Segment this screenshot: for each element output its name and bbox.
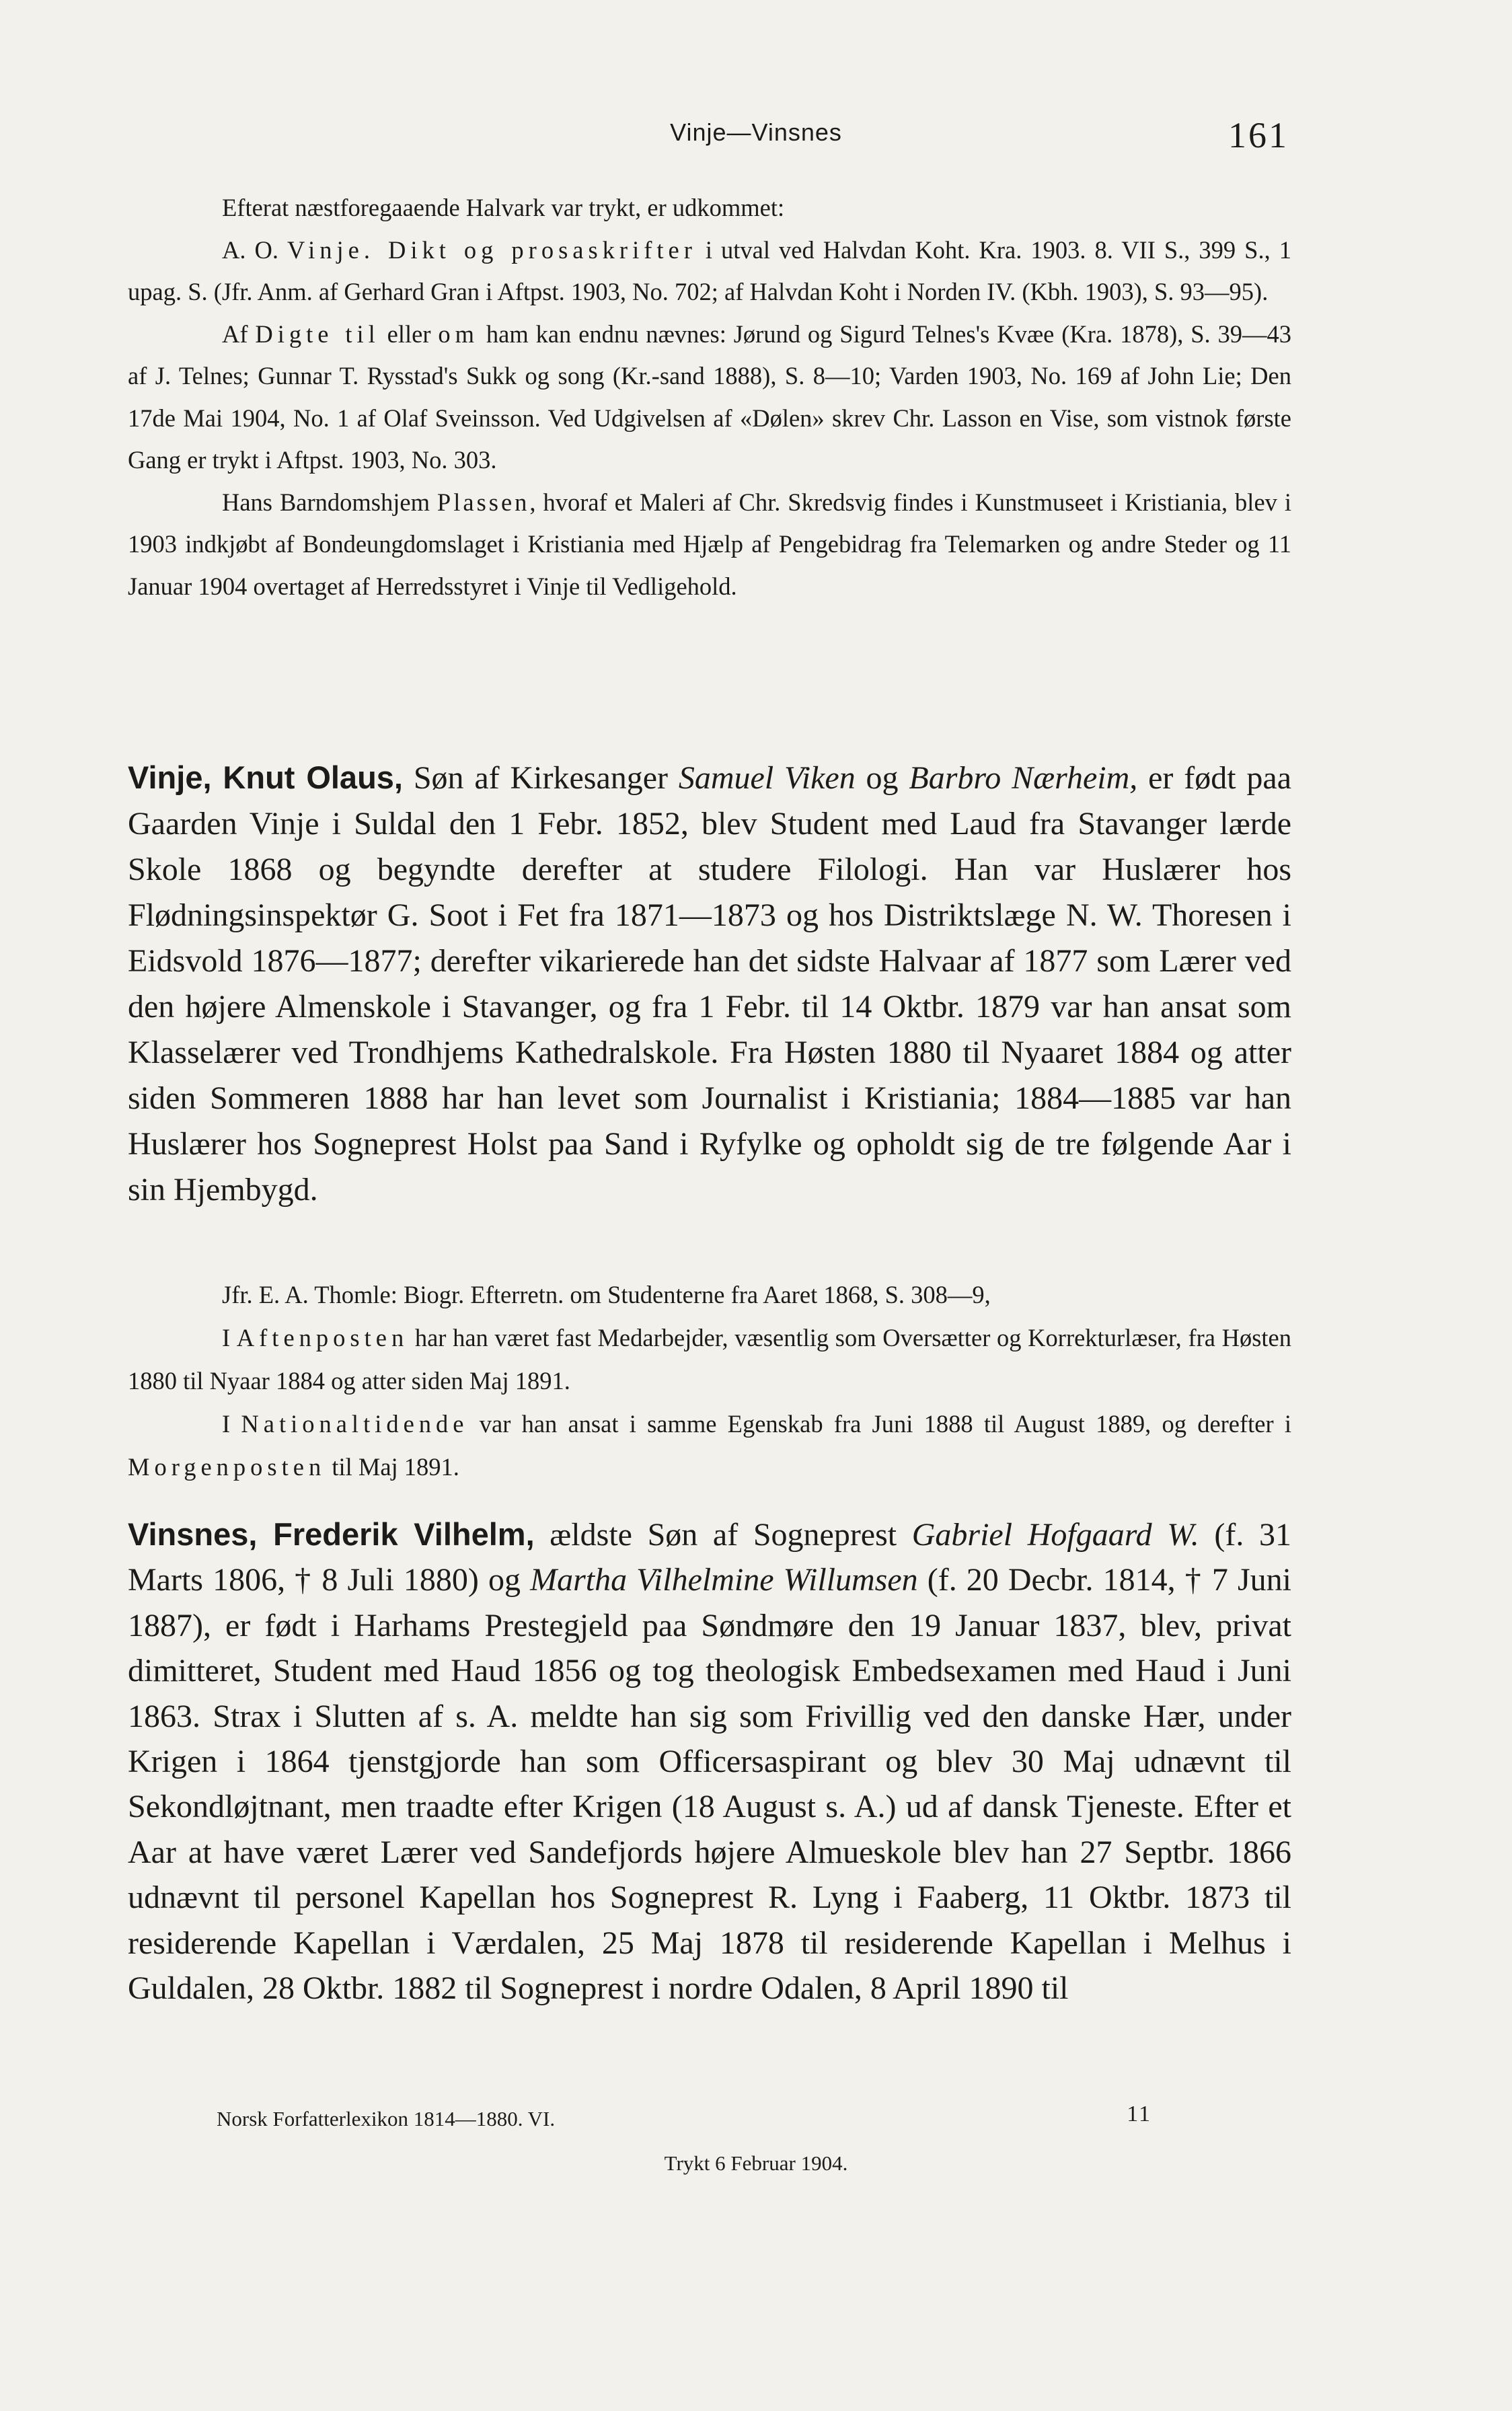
paragraph-edition: A. O. Vinje. Dikt og prosaskrifter i utval ved Halvdan Koht. Kra. 1903. 8. VII S., 399 S., 1 upag. S. (Jfr. Anm. af Gerhard Gran i Aftpst. 1903, No. 702; af Halvdan Koht i Norden IV. (Kbh. 1903), S. 93—95). (128, 235, 1291, 305)
running-title: Vinje—Vinsnes (670, 118, 842, 146)
footer (217, 2102, 1151, 2141)
mother-name: Martha Vilhelmine Willumsen (530, 1562, 918, 1598)
entry-vinsnes-text: Vinsnes, Frederik Vilhelm, ældste Søn af Sogneprest Gabriel Hofgaard W. (f. 31 Marts 1806, † 8 Juli 1880) og Martha Vilhelmine Willumsen (f. 20 Decbr. 1814, † 7 Juni 1887), er født i Harhams Prestegjeld paa Søndmøre den 19 Januar 1837, blev, privat dimitteret, Student med Haud 1856 og tog theologisk Embedsexamen med Haud i Juni 1863. Strax i Slutten af s. A. meldte han sig som Frivillig ved den danske Hær, under Krigen i 1864 tjenstgjorde han som Officersaspirant og blev 30 Maj udnævnt til Sekondløjtnant, men traadte efter Krigen (18 August s. A.) ud af dansk Tjeneste. Efter et Aar at have været Lærer ved Sandefjords højere Almueskole blev han 27 Septbr. 1866 udnævnt til personel Kapellan hos Sogneprest R. Lyng i Faaberg, 11 Oktbr. 1873 til residerende Kapellan i Værdalen, 25 Maj 1878 til residerende Kapellan i Melhus i Guldalen, 28 Oktbr. 1882 til Sogneprest i nordre Odalen, 8 April 1890 til (128, 1516, 1292, 2007)
headword-vinje: Vinje, Knut Olaus, (128, 759, 403, 795)
running-head (0, 114, 1512, 168)
paragraph-poems: Af Digte til eller om ham kan endnu nævnes: Jørund og Sigurd Telnes's Kvæe (Kra. 1878), S. 39—43 af J. Telnes; Gunnar T. Rysstad's Sukk og song (Kr.-sand 1888), S. 8—10; Varden 1903, No. 169 af John Lie; Den 17de Mai 1904, No. 1 af Olaf Sveinsson. Ved Udgivelsen af «Dølen» skrev Chr. Lasson en Vise, som vistnok første Gang er trykt i Aftpst. 1903, No. 303. (128, 320, 1292, 474)
paragraph-childhood-home: Hans Barndomshjem Plassen, hvoraf et Maleri af Chr. Skredsvig findes i Kunstmuseet i Kristiania, blev i 1903 indkjøbt af Bondeungdomslaget i Kristiania med Hjælp af Pengebidrag fra Telemarken og andre Steder og 11 Januar 1904 overtaget af Herredsstyret i Vinje til Vedligehold. (128, 488, 1291, 600)
note-nationaltidende: I Nationaltidende var han ansat i samme Egenskab fra Juni 1888 til August 1889, og derefter i Morgenposten til Maj 1891. (128, 1410, 1292, 1481)
printed-date: Trykt 6 Februar 1904. (664, 2151, 848, 2175)
page-number: 161 (1228, 115, 1289, 155)
entry-vinsnes (128, 1512, 1291, 2011)
note-aftenposten: I Aftenposten har han været fast Medarbejder, væsentlig som Oversætter og Korrekturlæser, fra Høsten 1880 til Nyaar 1884 og atter siden Maj 1891. (128, 1324, 1291, 1395)
paragraph-intro: Efterat næstforegaaende Halvark var trykt, er udkommet: (222, 194, 785, 221)
note-reference: Jfr. E. A. Thomle: Biogr. Efterretn. om Studenterne fra Aaret 1868, S. 308—9, (222, 1281, 991, 1308)
entry-vinje-text: Vinje, Knut Olaus, Søn af Kirkesanger Samuel Viken og Barbro Nærheim, er født paa Gaarden Vinje i Suldal den 1 Febr. 1852, blev Student med Laud fra Stavanger lærde Skole 1868 og begyndte derefter at studere Filologi. Han var Huslærer hos Flødningsinspektør G. Soot i Fet fra 1871—1873 og hos Distriktslæge N. W. Thoresen i Eidsvold 1876—1877; derefter vikarierede han det sidste Halvaar af 1877 som Lærer ved den højere Almenskole i Stavanger, og fra 1 Febr. til 14 Oktbr. 1879 var han ansat som Klasselærer ved Trondhjems Kathedralskole. Fra Høsten 1880 til Nyaaret 1884 og atter siden Sommeren 1888 har han levet som Journalist i Kristiania; 1884—1885 var han Huslærer hos Sogneprest Holst paa Sand i Ryfylke og opholdt sig de tre følgende Aar i sin Hjembygd. (128, 759, 1292, 1208)
headword-vinsnes: Vinsnes, Frederik Vilhelm, (128, 1516, 535, 1552)
signature-mark: 11 (1127, 2102, 1151, 2126)
mother-name: Barbro Nærheim, (909, 760, 1138, 796)
entry-vinje (128, 755, 1291, 1213)
book-title-footer: Norsk Forfatterlexikon 1814—1880. VI. (217, 2107, 556, 2130)
father-name: Gabriel Hofgaard W. (911, 1517, 1199, 1553)
father-name: Samuel Viken (678, 760, 856, 796)
supplement-section (128, 187, 1291, 607)
notes-vinje (128, 1273, 1291, 1489)
